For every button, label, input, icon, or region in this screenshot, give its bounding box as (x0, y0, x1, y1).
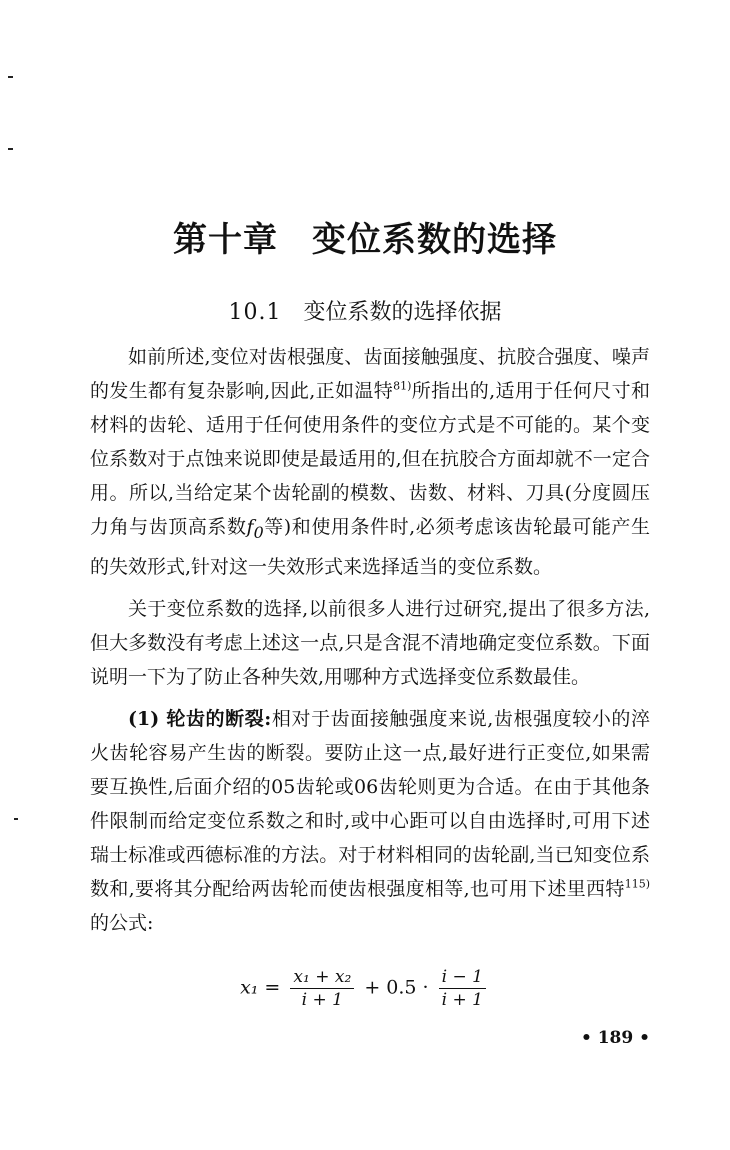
paragraph-3 (90, 702, 650, 940)
paragraph-1-part-c: 等)和使用条件时,必须考虑该齿轮最可能产生的失效形式,针对这一失效形式来选择适当的变位系数。 (90, 516, 650, 578)
section-title (0, 295, 730, 326)
paragraph-1-part-b: 所指出的,适用于任何尺寸和材料的齿轮、适用于任何使用条件的变位方式是不可能的。某个变位系数对于点蚀来说即使是最适用的,但在抗胶合方面却就不一定合用。所以,当给定某个齿轮副的模数、齿数、材料、刀具(分度圆压力角与齿顶高系数 (90, 380, 650, 538)
fraction-2-denominator: i + 1 (441, 990, 483, 1010)
paragraph-2: 关于变位系数的选择,以前很多人进行过研究,提出了很多方法,但大多数没有考虑上述这一点,只是含混不清地确定变位系数。下面说明一下为了防止各种失效,用哪种方式选择变位系数最佳。 (90, 597, 650, 688)
paragraph-3-part-a: 相对于齿面接触强度来说,齿根强度较小的淬火齿轮容易产生齿的断裂。要防止这一点,最好进行正变位,如果需要互换性,后面介绍的05齿轮或06齿轮则更为合适。在由于其他条件限制而给定变位系数之和时,或中心距可以自由选择时,可用下述瑞士标准或西德标准的方法。对于材料相同的齿轮副,当已知变位系数和,要将其分配给两齿轮而使齿根强度相等,也可用下述里西特 (90, 707, 650, 900)
symbol-f-subscript: 0 (253, 522, 264, 542)
body-text (90, 340, 650, 948)
citation-115: 115) (624, 877, 650, 891)
formula-lhs: x₁ = (240, 976, 281, 999)
chapter-number: 第十章 (173, 220, 278, 260)
paragraph-1-part-a: 如前所述,变位对齿根强度、齿面接触强度、抗胶合强度、噪声的发生都有复杂影响,因此,正如温特 (90, 346, 650, 402)
formula (0, 966, 730, 1011)
chapter-name: 变位系数的选择 (312, 220, 557, 260)
section-name: 变位系数的选择依据 (303, 300, 502, 325)
paragraph-1 (90, 340, 650, 584)
paragraph-3-part-b: 的公式: (90, 911, 154, 934)
page-number: • 189 • (580, 1028, 650, 1048)
scan-speck (8, 76, 13, 78)
formula-fraction-1 (290, 966, 354, 1011)
fraction-1-denominator: i + 1 (301, 990, 343, 1010)
chapter-title (0, 212, 730, 261)
paragraph-3-heading: (1) 轮齿的断裂: (128, 707, 272, 730)
symbol-f0 (246, 516, 264, 542)
fraction-2-numerator: i − 1 (439, 966, 486, 989)
formula-fraction-2 (439, 966, 486, 1011)
symbol-f: f (246, 516, 254, 538)
fraction-1-numerator: x₁ + x₂ (290, 966, 354, 989)
scan-speck (8, 148, 13, 150)
scan-speck (14, 818, 18, 820)
citation-81: 81) (393, 379, 412, 393)
formula-middle: + 0.5 · (364, 976, 429, 999)
section-number: 10.1 (228, 300, 282, 325)
